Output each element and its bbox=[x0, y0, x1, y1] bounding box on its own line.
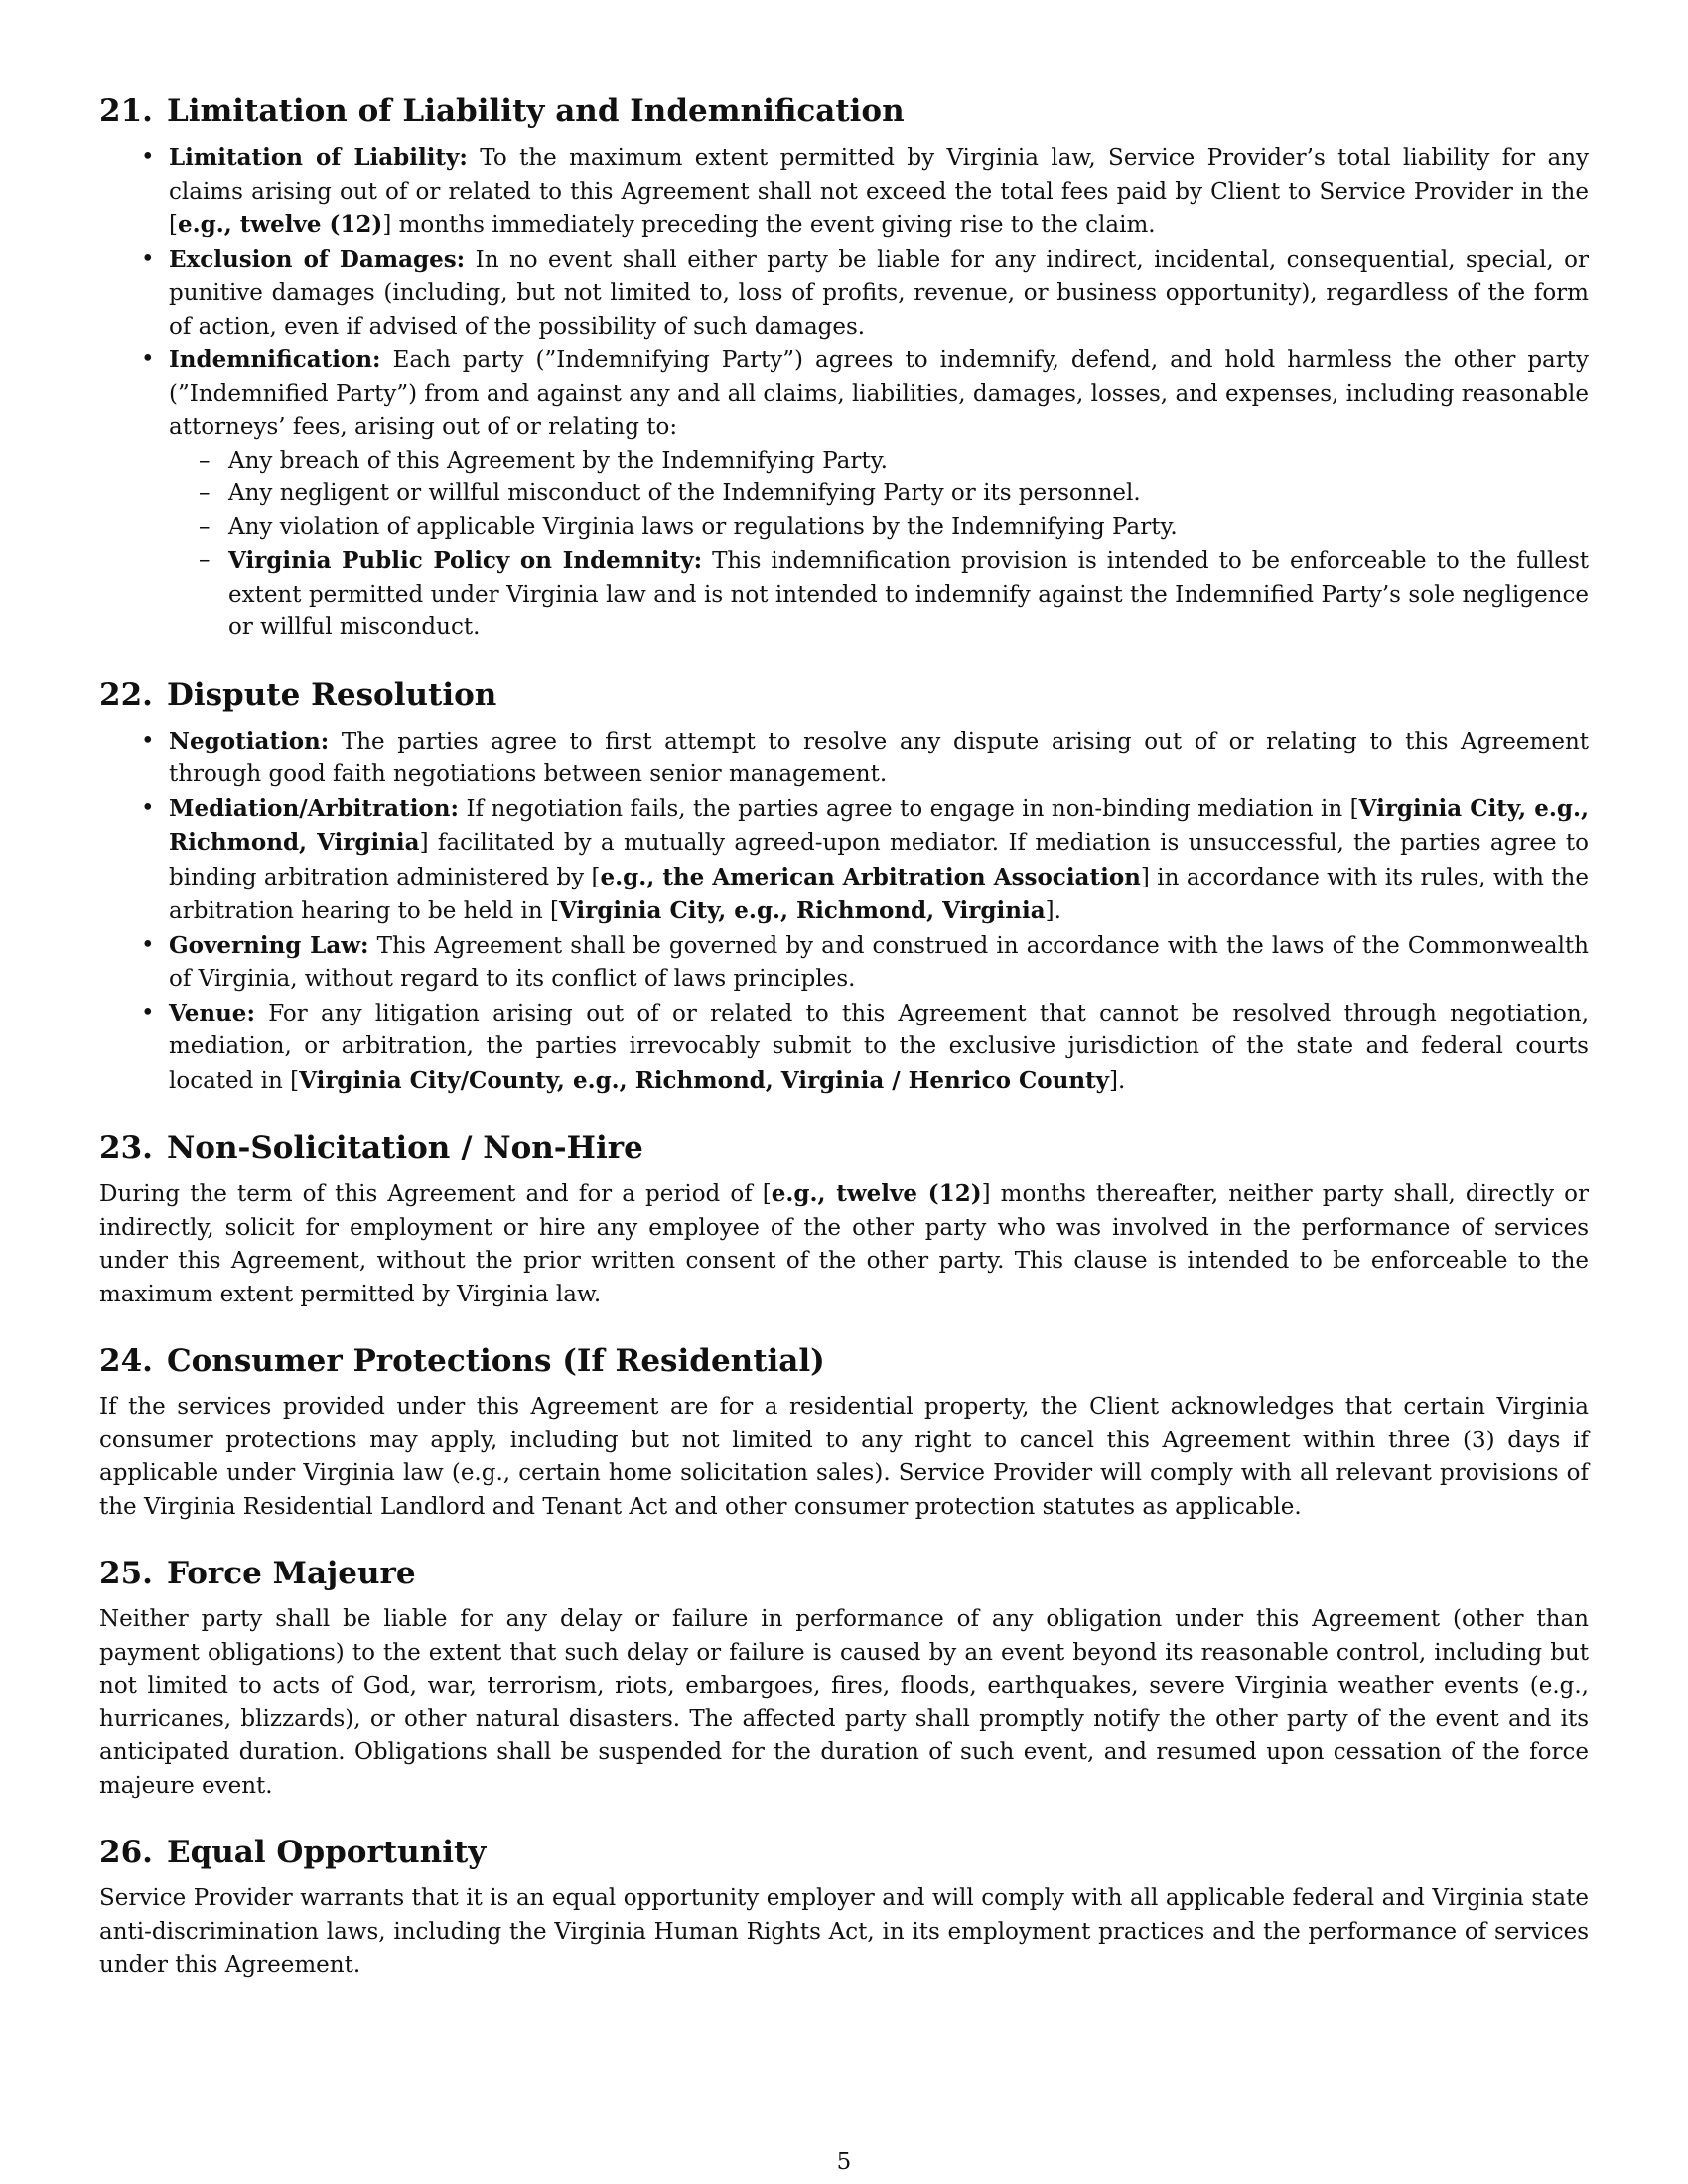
section-heading: 24. Consumer Protections (If Residential) bbox=[99, 1343, 825, 1379]
sub-list-item: – Virginia Public Policy on Indemnity: This indemnification provision is intended to be enforceable to the fullest extent permitted under Virginia law and is not intended to indemnify against the Indemnified Party’s sole negligence or willful misconduct. bbox=[228, 544, 1589, 645]
section-22 bbox=[99, 675, 1589, 1099]
section-23 bbox=[99, 1128, 1589, 1311]
section-26 bbox=[99, 1833, 1589, 1982]
section-21 bbox=[99, 91, 1589, 645]
section-heading: 22. Dispute Resolution bbox=[99, 676, 497, 713]
sub-list-item: – Any breach of this Agreement by the Indemnifying Party. bbox=[228, 445, 1589, 478]
section-heading: 21. Limitation of Liability and Indemnification bbox=[99, 93, 905, 129]
list-item: • Indemnification: Each party (”Indemnifying Party”) agrees to indemnify, defend, and hold harmless the other party (”Indemnified Party”) from and against any and all claims, liabilities, damages, losses, and expenses, including reasonable attorneys’ fees, arising out of or relating to: – Any breach of this Agreement by the Indemnifying Party. – Any negligent or willful misconduct of the Indemnifying Party or its personnel. – Any violation of applicable Virginia laws or regulations by the Indemnifying Party. – Virginia Public Policy on Indemnity: This indemnification provision is intended to be enforceable to the fullest extent permitted under Virginia law and is not intended to indemnify against the Indemnified Party’s sole negligence or willful misconduct. bbox=[169, 343, 1589, 645]
list-item: • Limitation of Liability: To the maximum extent permitted by Virginia law, Service Provider’s total liability for any claims arising out of or related to this Agreement shall not exceed the total fees paid by Client to Service Provider in the [e.g., twelve (12)] months immediately preceding the event giving rise to the claim. bbox=[169, 141, 1589, 243]
bullet-list bbox=[99, 725, 1589, 1099]
paragraph: During the term of this Agreement and for a period of [e.g., twelve (12)] months thereafter, neither party shall, directly or indirectly, solicit for employment or hire any employee of the other party who was involved in the performance of services under this Agreement, without the prior written consent of the other party. This clause is intended to be enforceable to the maximum extent permitted by Virginia law. bbox=[99, 1180, 1589, 1307]
section-heading: 26. Equal Opportunity bbox=[99, 1835, 487, 1870]
section-24 bbox=[99, 1341, 1589, 1524]
list-item: • Governing Law: This Agreement shall be governed by and construed in accordance with the laws of the Commonwealth of Virginia, without regard to its conflict of laws principles. bbox=[169, 929, 1589, 997]
list-item: • Venue: For any litigation arising out of or related to this Agreement that cannot be resolved through negotiation, mediation, or arbitration, the parties irrevocably submit to the exclusive jurisdiction of the state and federal courts located in [Virginia City/County, e.g., Richmond, Virginia / Henrico County]. bbox=[169, 997, 1589, 1099]
sub-list bbox=[169, 445, 1589, 645]
paragraph: If the services provided under this Agreement are for a residential property, the Client acknowledges that certain Virginia consumer protections may apply, including but not limited to any right to cancel this Agreement within three (3) days if applicable under Virginia law (e.g., certain home solicitation sales). Service Provider will comply with all relevant provisions of the Virginia Residential Landlord and Tenant Act and other consumer protection statutes as applicable. bbox=[99, 1394, 1589, 1520]
section-heading: 25. Force Majeure bbox=[99, 1556, 416, 1591]
bullet-list bbox=[99, 141, 1589, 645]
page-number: 5 bbox=[836, 2149, 852, 2175]
sub-list-item: – Any violation of applicable Virginia laws or regulations by the Indemnifying Party. bbox=[228, 511, 1589, 545]
paragraph: Neither party shall be liable for any delay or failure in performance of any obligation under this Agreement (other than payment obligations) to the extent that such delay or failure is caused by an event beyond its reasonable control, including but not limited to acts of God, war, terrorism, riots, embargoes, fires, floods, earthquakes, severe Virginia weather events (e.g., hurricanes, blizzards), or other natural disasters. The affected party shall promptly notify the other party of the event and its anticipated duration. Obligations shall be suspended for the duration of such event, and resumed upon cessation of the force majeure event. bbox=[99, 1606, 1589, 1799]
document-page bbox=[99, 91, 1589, 2012]
list-item: • Exclusion of Damages: In no event shall either party be liable for any indirect, incidental, consequential, special, or punitive damages (including, but not limited to, loss of profits, revenue, or business opportunity), regardless of the form of action, even if advised of the possibility of such damages. bbox=[169, 243, 1589, 344]
paragraph: Service Provider warrants that it is an equal opportunity employer and will comply with all applicable federal and Virginia state anti-discrimination laws, including the Virginia Human Rights Act, in its employment practices and the performance of services under this Agreement. bbox=[99, 1885, 1589, 1978]
sub-list-item: – Any negligent or willful misconduct of the Indemnifying Party or its personnel. bbox=[228, 478, 1589, 511]
section-heading: 23. Non-Solicitation / Non-Hire bbox=[99, 1130, 643, 1165]
list-item: • Negotiation: The parties agree to first attempt to resolve any dispute arising out of or relating to this Agreement through good faith negotiations between senior management. bbox=[169, 725, 1589, 792]
section-25 bbox=[99, 1554, 1589, 1803]
list-item: • Mediation/Arbitration: If negotiation fails, the parties agree to engage in non-binding mediation in [Virginia City, e.g., Richmond, Virginia] facilitated by a mutually agreed-upon mediator. If mediation is unsuccessful, the parties agree to binding arbitration administered by [e.g., the American Arbitration Association] in accordance with its rules, with the arbitration hearing to be held in [Virginia City, e.g., Richmond, Virginia]. bbox=[169, 792, 1589, 929]
